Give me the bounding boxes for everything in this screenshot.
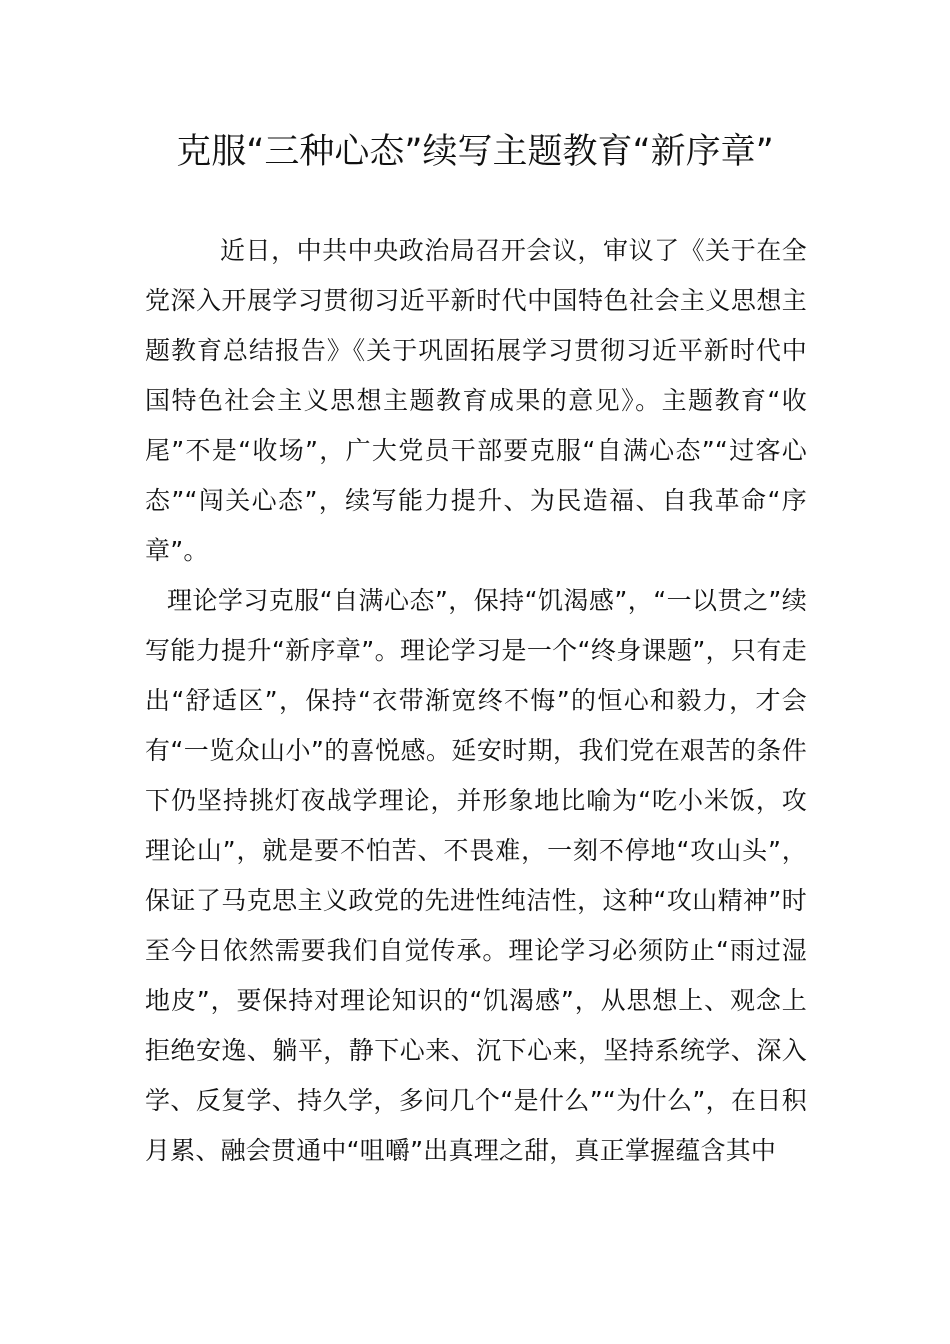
paragraph-theory-study: 理论学习克服“自满心态”，保持“饥渴感”，“一以贯之”续写能力提升“新序章”。理论学习是一个“终身课题”，只有走出“舒适区”，保持“衣带渐宽终不悔”的恒心和毅力，才会有“一览众山小”的喜悦感。延安时期，我们党在艰苦的条件下仍坚持挑灯夜战学理论，并形象地比喻为“吃小米饭，攻理论山”，就是要不怕苦、不畏难，一刻不停地“攻山头”，保证了马克思主义政党的先进性纯洁性，这种“攻山精神”时至今日依然需要我们自觉传承。理论学习必须防止“雨过湿地皮”，要保持对理论知识的“饥渴感”，从思想上、观念上拒绝安逸、躺平，静下心来、沉下心来，坚持系统学、深入学、反复学、持久学，多问几个“是什么”“为什么”，在日积月累、融会贯通中“咀嚼”出真理之甜，真正掌握蕴含其中	[145, 586, 807, 1165]
document-body	[145, 226, 807, 1176]
paragraph-intro: 近日，中共中央政治局召开会议，审议了《关于在全党深入开展学习贯彻习近平新时代中国特色社会主义思想主题教育总结报告》《关于巩固拓展学习贯彻习近平新时代中国特色社会主义思想主题教育成果的意见》。主题教育“收尾”不是“收场”，广大党员干部要克服“自满心态”“过客心态”“闯关心态”，续写能力提升、为民造福、自我革命“序章”。	[145, 236, 807, 565]
document-title: 克服“三种心态”续写主题教育“新序章”	[176, 132, 774, 172]
